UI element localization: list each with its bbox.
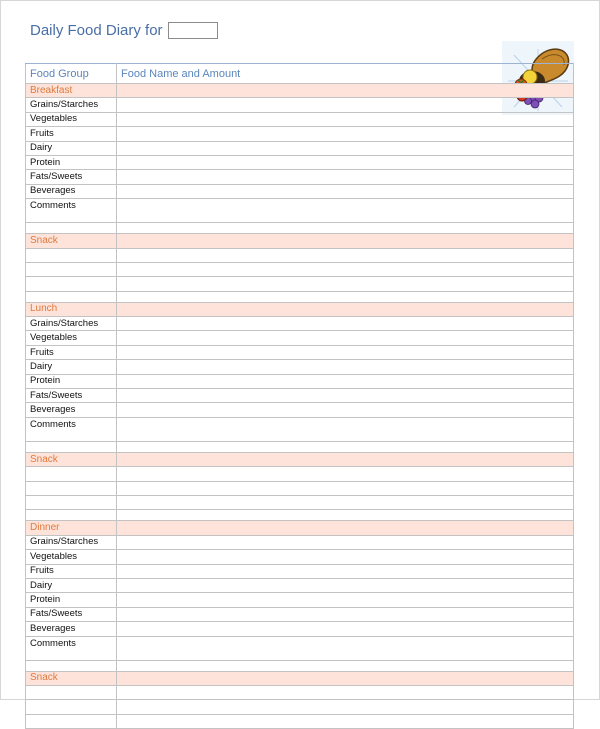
food-group-row	[26, 403, 574, 417]
snack-entry-row	[26, 685, 574, 699]
food-group-row-entry[interactable]	[117, 374, 574, 388]
diary-body	[26, 64, 574, 729]
food-group-row-entry[interactable]	[117, 98, 574, 112]
food-group-row-label: Comments	[26, 636, 117, 660]
food-group-row-label: Dairy	[26, 141, 117, 155]
food-group-row	[26, 170, 574, 184]
food-group-row-entry[interactable]	[117, 345, 574, 359]
food-group-row-entry[interactable]	[117, 622, 574, 636]
snack-entry-row	[26, 714, 574, 728]
spacer-row	[26, 660, 574, 671]
snack-row	[26, 671, 574, 685]
snack-entry-row-entry[interactable]	[117, 495, 574, 509]
spacer-row	[26, 291, 574, 302]
snack-row-entry[interactable]	[117, 452, 574, 466]
snack-row	[26, 234, 574, 248]
spacer-row-entry[interactable]	[117, 291, 574, 302]
food-group-row	[26, 389, 574, 403]
food-group-row	[26, 199, 574, 223]
food-group-row	[26, 550, 574, 564]
food-group-row	[26, 593, 574, 607]
food-group-row-label: Beverages	[26, 622, 117, 636]
snack-entry-row	[26, 700, 574, 714]
snack-entry-row-label	[26, 262, 117, 276]
page-title: Daily Food Diary for	[30, 22, 163, 39]
food-group-row-entry[interactable]	[117, 593, 574, 607]
food-group-row-label: Dairy	[26, 360, 117, 374]
snack-row-label: Snack	[26, 234, 117, 248]
food-group-row-label: Dairy	[26, 578, 117, 592]
table-header	[26, 64, 574, 84]
food-group-row-label: Comments	[26, 417, 117, 441]
food-group-row-label: Fats/Sweets	[26, 170, 117, 184]
snack-entry-row-entry[interactable]	[117, 262, 574, 276]
food-group-row	[26, 141, 574, 155]
food-group-row-entry[interactable]	[117, 550, 574, 564]
food-group-row	[26, 578, 574, 592]
food-group-row-entry[interactable]	[117, 112, 574, 126]
snack-entry-row	[26, 262, 574, 276]
food-group-row-label: Beverages	[26, 184, 117, 198]
food-group-row	[26, 345, 574, 359]
spacer-row-entry[interactable]	[117, 660, 574, 671]
food-name-header: Food Name and Amount	[117, 64, 574, 84]
food-group-row	[26, 331, 574, 345]
meal-row-label: Lunch	[26, 302, 117, 316]
spacer-row	[26, 223, 574, 234]
food-group-row	[26, 622, 574, 636]
spacer-row-entry[interactable]	[117, 510, 574, 521]
food-group-row-entry[interactable]	[117, 636, 574, 660]
snack-row-label: Snack	[26, 452, 117, 466]
food-group-row	[26, 112, 574, 126]
food-group-row-label: Vegetables	[26, 112, 117, 126]
food-group-row-label: Grains/Starches	[26, 317, 117, 331]
meal-row-label: Breakfast	[26, 84, 117, 98]
food-group-row-entry[interactable]	[117, 535, 574, 549]
food-group-row	[26, 636, 574, 660]
food-group-row	[26, 535, 574, 549]
food-group-row-entry[interactable]	[117, 170, 574, 184]
food-group-row-entry[interactable]	[117, 199, 574, 223]
food-group-row	[26, 155, 574, 169]
snack-entry-row	[26, 481, 574, 495]
snack-row-entry[interactable]	[117, 234, 574, 248]
snack-entry-row	[26, 248, 574, 262]
food-group-row-entry[interactable]	[117, 607, 574, 621]
snack-entry-row-label	[26, 685, 117, 699]
food-group-row	[26, 127, 574, 141]
snack-entry-row-label	[26, 495, 117, 509]
food-group-row-label: Protein	[26, 593, 117, 607]
snack-entry-row-entry[interactable]	[117, 714, 574, 728]
food-group-row	[26, 98, 574, 112]
food-group-row	[26, 360, 574, 374]
snack-entry-row-label	[26, 467, 117, 481]
food-group-row-entry[interactable]	[117, 155, 574, 169]
snack-entry-row-label	[26, 248, 117, 262]
food-group-row-label: Vegetables	[26, 331, 117, 345]
food-group-row-label: Fruits	[26, 564, 117, 578]
food-group-row	[26, 564, 574, 578]
meal-row	[26, 521, 574, 535]
food-group-row	[26, 374, 574, 388]
spacer-row-label	[26, 223, 117, 234]
spacer-row	[26, 441, 574, 452]
snack-row-label: Snack	[26, 671, 117, 685]
food-group-row-label: Protein	[26, 374, 117, 388]
food-group-row-entry[interactable]	[117, 331, 574, 345]
spacer-row-label	[26, 291, 117, 302]
food-group-row-label: Grains/Starches	[26, 535, 117, 549]
food-group-row-entry[interactable]	[117, 417, 574, 441]
snack-entry-row	[26, 467, 574, 481]
food-group-row	[26, 417, 574, 441]
spacer-row-entry[interactable]	[117, 223, 574, 234]
spacer-row-entry[interactable]	[117, 441, 574, 452]
food-group-row-entry[interactable]	[117, 564, 574, 578]
meal-row	[26, 302, 574, 316]
spacer-row-label	[26, 510, 117, 521]
food-diary-table	[25, 63, 574, 729]
snack-entry-row	[26, 495, 574, 509]
food-group-row	[26, 184, 574, 198]
meal-row-entry[interactable]	[117, 302, 574, 316]
snack-row	[26, 452, 574, 466]
snack-entry-row-label	[26, 277, 117, 291]
food-group-row-entry[interactable]	[117, 184, 574, 198]
food-group-row-label: Fats/Sweets	[26, 389, 117, 403]
food-group-row	[26, 607, 574, 621]
spacer-row-label	[26, 441, 117, 452]
snack-entry-row-entry[interactable]	[117, 481, 574, 495]
food-group-row-label: Beverages	[26, 403, 117, 417]
food-group-row-label: Fats/Sweets	[26, 607, 117, 621]
meal-row-entry[interactable]	[117, 521, 574, 535]
food-group-row-label: Grains/Starches	[26, 98, 117, 112]
food-group-row-entry[interactable]	[117, 317, 574, 331]
meal-row	[26, 84, 574, 98]
snack-row-entry[interactable]	[117, 671, 574, 685]
food-group-row-label: Fruits	[26, 127, 117, 141]
food-group-header: Food Group	[26, 64, 117, 84]
snack-entry-row-entry[interactable]	[117, 700, 574, 714]
snack-entry-row-entry[interactable]	[117, 685, 574, 699]
food-group-row-entry[interactable]	[117, 578, 574, 592]
spacer-row-label	[26, 660, 117, 671]
food-group-row-entry[interactable]	[117, 141, 574, 155]
meal-row-label: Dinner	[26, 521, 117, 535]
snack-entry-row	[26, 277, 574, 291]
food-group-row-label: Comments	[26, 199, 117, 223]
food-group-row-entry[interactable]	[117, 360, 574, 374]
snack-entry-row-entry[interactable]	[117, 467, 574, 481]
food-group-row-entry[interactable]	[117, 127, 574, 141]
food-group-row-label: Vegetables	[26, 550, 117, 564]
snack-entry-row-label	[26, 714, 117, 728]
food-group-row-entry[interactable]	[117, 403, 574, 417]
food-group-row-label: Protein	[26, 155, 117, 169]
date-input[interactable]	[168, 22, 218, 39]
spacer-row	[26, 510, 574, 521]
food-group-row-entry[interactable]	[117, 389, 574, 403]
snack-entry-row-entry[interactable]	[117, 248, 574, 262]
food-group-row	[26, 317, 574, 331]
snack-entry-row-label	[26, 700, 117, 714]
food-group-row-label: Fruits	[26, 345, 117, 359]
snack-entry-row-entry[interactable]	[117, 277, 574, 291]
meal-row-entry[interactable]	[117, 84, 574, 98]
snack-entry-row-label	[26, 481, 117, 495]
